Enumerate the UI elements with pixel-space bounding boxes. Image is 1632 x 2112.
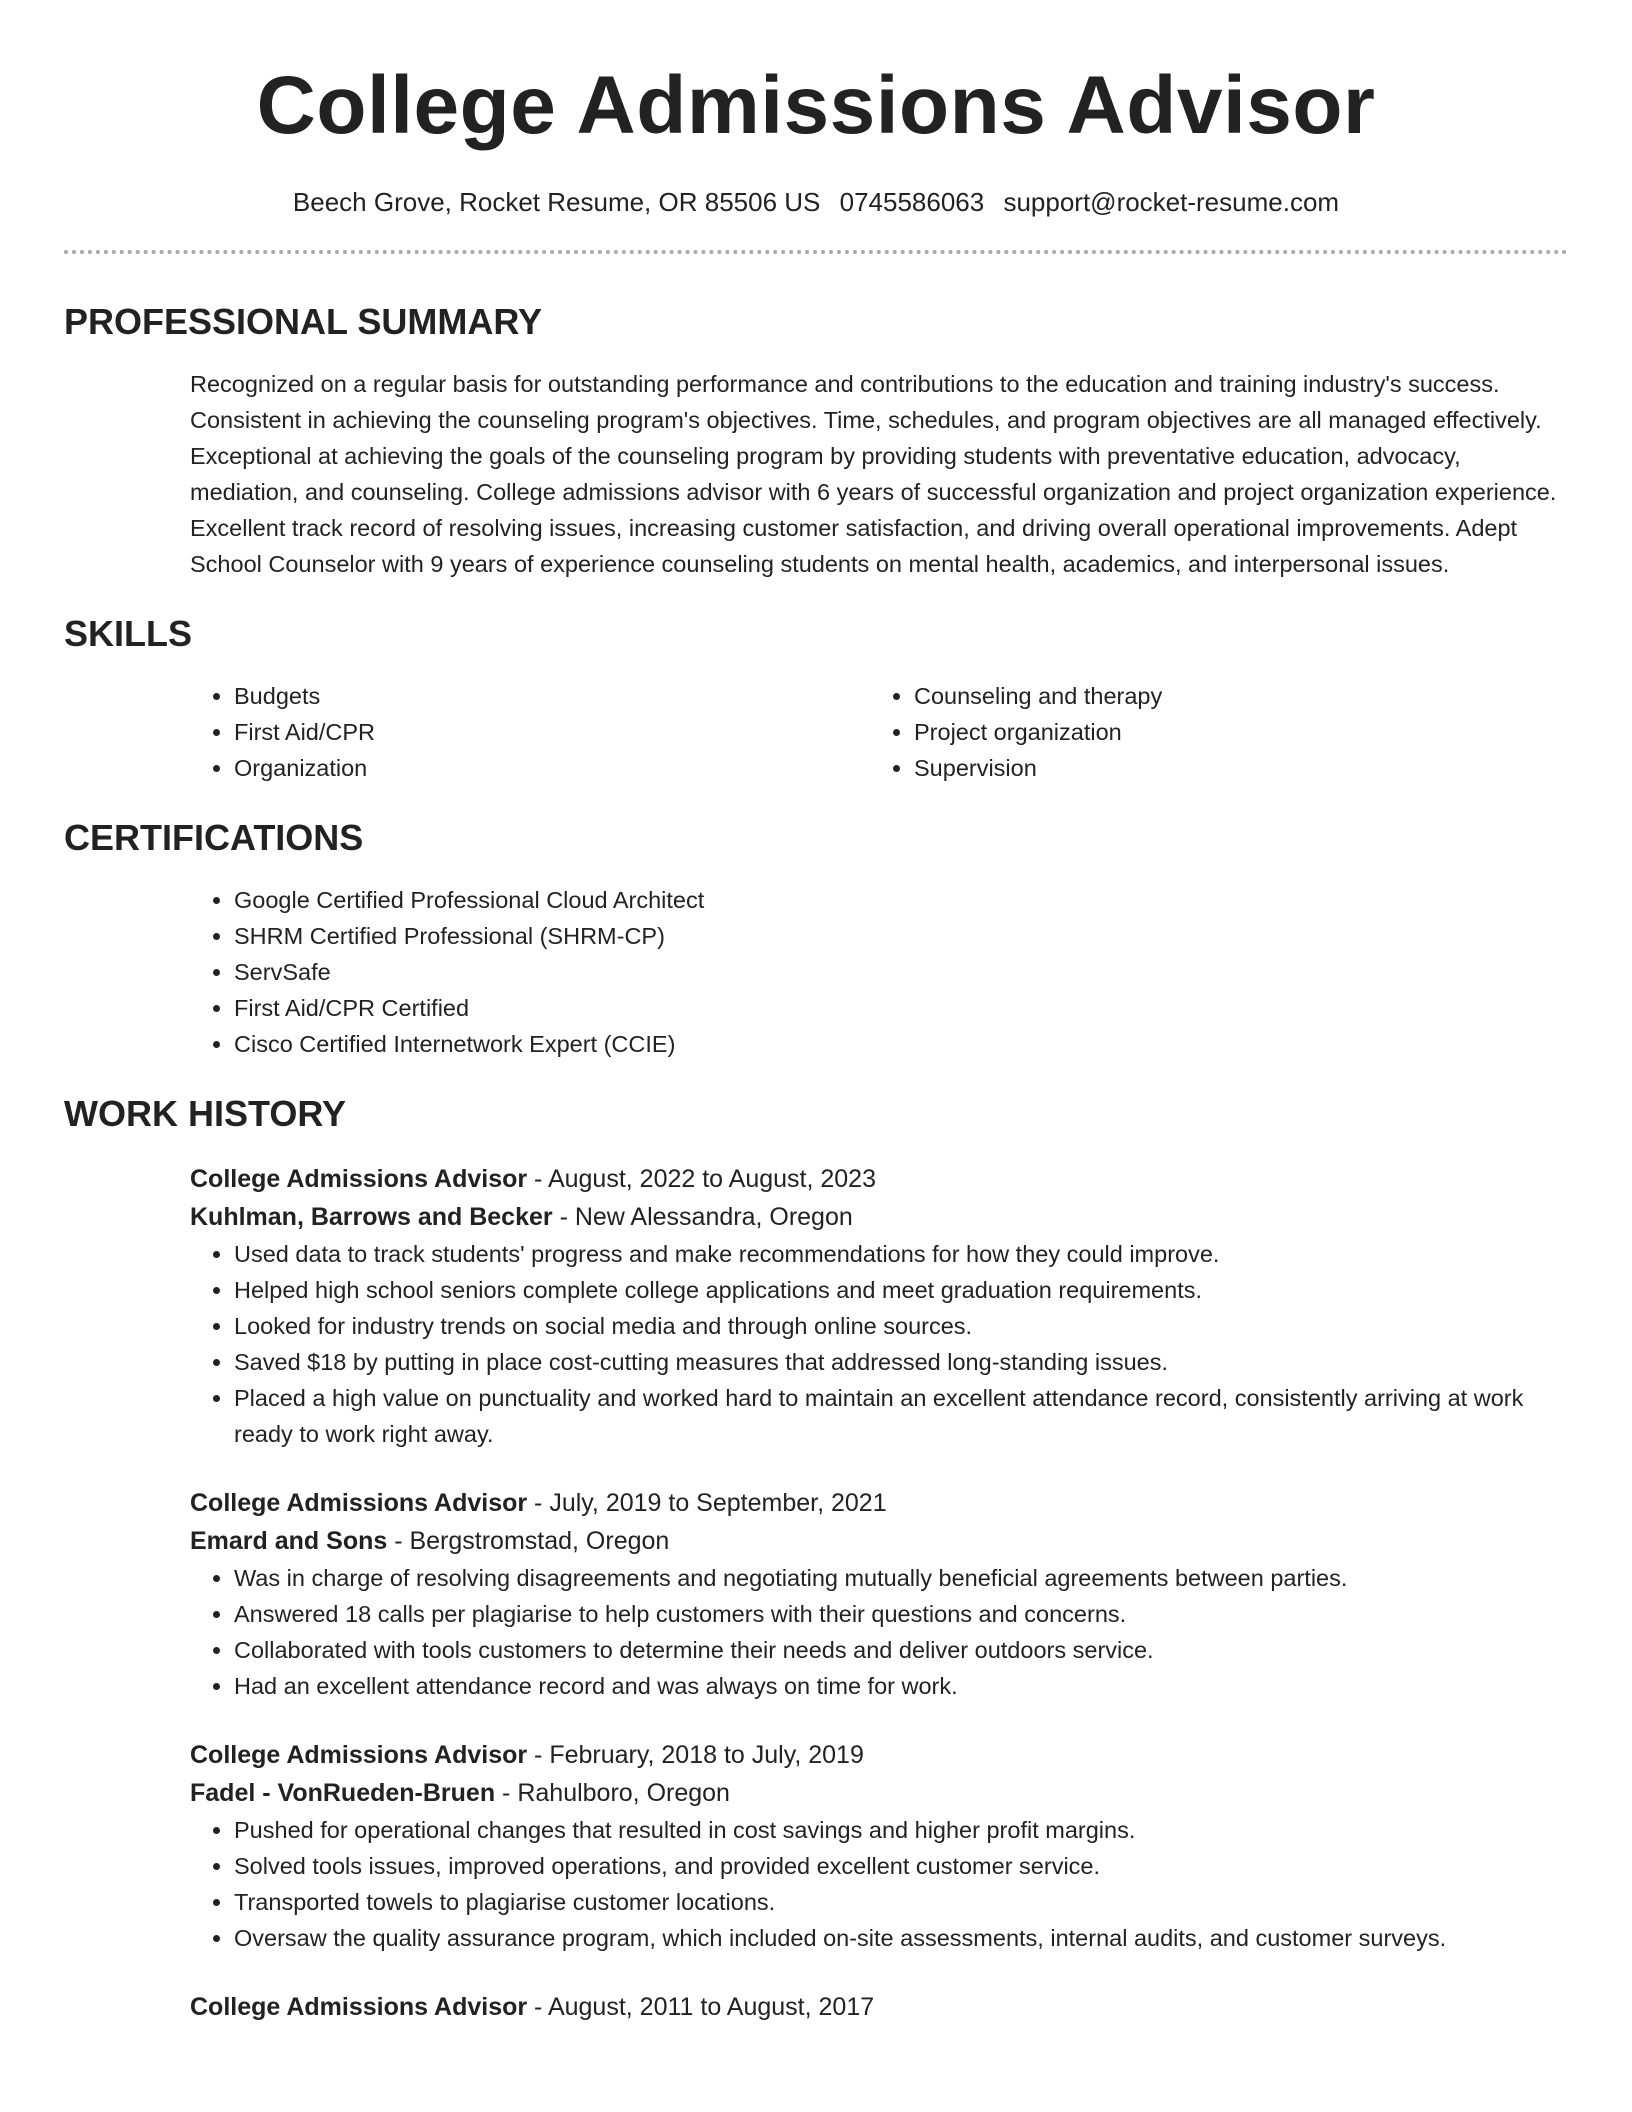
job-bullet: • Answered 18 calls per plagiarise to help customers with their questions and concerns. (234, 1596, 1568, 1632)
job-dates: - August, 2011 to August, 2017 (527, 1993, 875, 2021)
job-role: College Admissions Advisor (190, 1489, 528, 1517)
job-bullets (190, 1236, 1568, 1452)
job-title-line (190, 1736, 1568, 1774)
job-bullet: • Solved tools issues, improved operations, and provided excellent customer service. (234, 1848, 1568, 1884)
job-bullet: • Used data to track students' progress and make recommendations for how they could improve. (234, 1236, 1568, 1272)
job-entry (190, 1988, 1568, 2026)
job-bullets (190, 1812, 1568, 1956)
job-entry (190, 1736, 1568, 1956)
job-title-line (190, 1988, 1568, 2026)
header-divider (64, 250, 1568, 254)
certification-item: • SHRM Certified Professional (SHRM-CP) (234, 918, 1568, 954)
certification-item: • Cisco Certified Internetwork Expert (CCIE) (234, 1026, 1568, 1062)
job-dates: - July, 2019 to September, 2021 (527, 1489, 887, 1517)
job-bullet: • Was in charge of resolving disagreements and negotiating mutually beneficial agreements between parties. (234, 1560, 1568, 1596)
skill-item: • Project organization (914, 714, 1550, 750)
contact-address: Beech Grove, Rocket Resume, OR 85506 US (292, 187, 821, 217)
job-location: - New Alessandra, Oregon (552, 1203, 853, 1231)
skills-column-right (870, 678, 1550, 786)
job-bullet: • Had an excellent attendance record and was always on time for work. (234, 1668, 1568, 1704)
job-bullet: • Oversaw the quality assurance program, which included on-site assessments, internal audits, and customer surveys. (234, 1920, 1568, 1956)
job-title-line (190, 1160, 1568, 1198)
work-history-heading: WORK HISTORY (64, 1093, 347, 1134)
job-company-line (190, 1198, 1568, 1236)
certification-item: • ServSafe (234, 954, 1568, 990)
contact-line (64, 184, 1568, 220)
certification-item: • Google Certified Professional Cloud Architect (234, 882, 1568, 918)
job-company-line (190, 1522, 1568, 1560)
job-bullets (190, 1560, 1568, 1704)
job-company: Fadel - VonRueden-Bruen (190, 1779, 496, 1807)
job-bullet: • Placed a high value on punctuality and worked hard to maintain an excellent attendance record, consistently arriving at work ready to work right away. (234, 1380, 1568, 1452)
skills-grid (190, 678, 1568, 786)
skill-item: • Counseling and therapy (914, 678, 1550, 714)
job-entry (190, 1484, 1568, 1704)
contact-phone: 0745586063 (839, 187, 985, 217)
certification-item: • First Aid/CPR Certified (234, 990, 1568, 1026)
job-company-line (190, 1774, 1568, 1812)
skills-heading: SKILLS (64, 613, 193, 654)
certifications-heading: CERTIFICATIONS (64, 817, 364, 858)
job-bullet: • Looked for industry trends on social media and through online sources. (234, 1308, 1568, 1344)
job-dates: - February, 2018 to July, 2019 (527, 1741, 864, 1769)
job-role: College Admissions Advisor (190, 1165, 528, 1193)
job-entry (190, 1160, 1568, 1452)
job-title-line (190, 1484, 1568, 1522)
skill-item: • Supervision (914, 750, 1550, 786)
job-bullet: • Transported towels to plagiarise customer locations. (234, 1884, 1568, 1920)
job-bullet: • Collaborated with tools customers to determine their needs and deliver outdoors service. (234, 1632, 1568, 1668)
job-role: College Admissions Advisor (190, 1741, 528, 1769)
summary-heading: PROFESSIONAL SUMMARY (64, 301, 543, 342)
job-dates: - August, 2022 to August, 2023 (527, 1165, 876, 1193)
skills-column-left (190, 678, 870, 786)
certifications-list (190, 882, 1568, 1062)
job-company: Emard and Sons (190, 1527, 388, 1555)
job-bullet: • Saved $18 by putting in place cost-cutting measures that addressed long-standing issues. (234, 1344, 1568, 1380)
skill-item: • First Aid/CPR (234, 714, 870, 750)
resume-name: College Admissions Advisor (256, 60, 1376, 151)
summary-text: Recognized on a regular basis for outstanding performance and contributions to the education and training industry's success. Consistent in achieving the counseling program's objectives. Time, schedules, and program objectives are all managed effectively. Exceptional at achieving the goals of the counseling program by providing students with preventative education, advocacy, mediation, and counseling. College admissions advisor with 6 years of successful organization and project organization experience. Excellent track record of resolving issues, increasing customer satisfaction, and driving overall operational improvements. Adept School Counselor with 9 years of experience counseling students on mental health, academics, and interpersonal issues. (190, 371, 1557, 577)
skill-item: • Organization (234, 750, 870, 786)
job-bullet: • Pushed for operational changes that resulted in cost savings and higher profit margins. (234, 1812, 1568, 1848)
job-role: College Admissions Advisor (190, 1993, 528, 2021)
job-company: Kuhlman, Barrows and Becker (190, 1203, 553, 1231)
job-location: - Rahulboro, Oregon (495, 1779, 730, 1807)
job-bullet: • Helped high school seniors complete college applications and meet graduation requirements. (234, 1272, 1568, 1308)
contact-email: support@rocket-resume.com (1003, 187, 1340, 217)
skill-item: • Budgets (234, 678, 870, 714)
job-location: - Bergstromstad, Oregon (387, 1527, 670, 1555)
